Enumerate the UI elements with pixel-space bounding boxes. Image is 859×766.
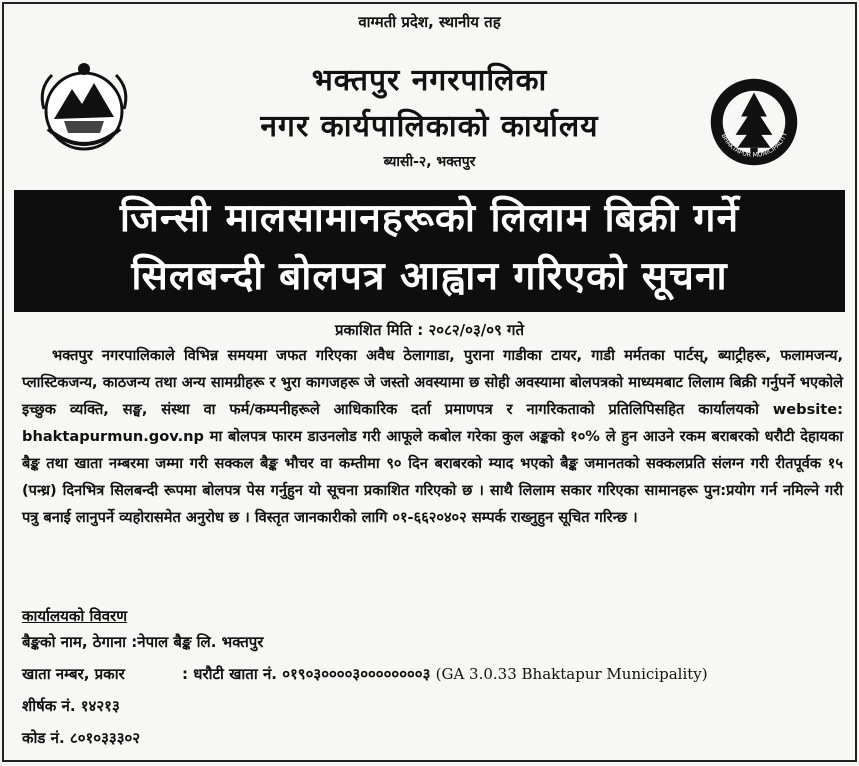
code-number: कोड नं. ८०१०३३३०२ bbox=[22, 729, 141, 747]
notice-body-text: भक्तपुर नगरपालिकाले विभिन्न समयमा जफत गरिएका अवैध ठेलागाडा, पुराना गाडीका टायर, गाडी मर्मतका पार्टस्, ब्याट्रीहरू, फलामजन्य, प्लास्टिकजन्य, काठजन्य तथा अन्य सामग्रीहरू र भुरा कागजहरू जे जस्तो अवस्यामा छ सोही अवस्यामा बोलपत्रको माध्यमबाट लिलाम बिक्री गर्नुपर्ने भएकोले इच्छुक व्यक्ति, सङ्घ, संस्था वा फर्म/कम्पनीहरूले आधिकारिक दर्ता प्रमाणपत्र र नागरिकताको प्रतिलिपिसहित कार्यालयको website: bhaktapurmun.gov.np मा बोलपत्र फारम डाउनलोड गरी आफूले कबोल गरेका कुल अङ्कको १०% ले हुन आउने रकम बराबरको धरौटी देहायका बैङ्क तथा खाता नम्बरमा जम्मा गरी सक्कल बैङ्क भौचर वा कम्तीमा ९० दिन बराबरको म्याद भएको बैङ्क जमानतको सक्कलप्रति संलग्न गरी रीतपूर्वक १५ (पन्ध्र) दिनभित्र सिलबन्दी रूपमा बोलपत्र पेस गर्नुहुन यो सूचना प्रकाशित गरिएको छ । साथै लिलाम सकार गरिएका सामानहरू पुन:प्रयोग गर्न नमिल्ने गरी पत्रु बनाई लानुपर्ने व्यहोरासमेत अनुरोध छ । विस्तृत जानकारीको लागि ०१-६६२०४०२ सम्पर्क राख्नुहुन सूचित गरिन्छ । bbox=[22, 347, 843, 526]
account-row bbox=[22, 664, 845, 684]
published-date: प्रकाशित मिति : २०८२/०३/०९ गते bbox=[334, 321, 525, 339]
notice-banner bbox=[14, 190, 845, 312]
office-details-title: कार्यालयको विवरण bbox=[22, 607, 128, 625]
bank-value: नेपाल बैङ्क लि. भक्तपुर bbox=[137, 633, 264, 651]
notice-header bbox=[4, 4, 855, 188]
notice-body bbox=[22, 342, 843, 531]
notice-page bbox=[2, 2, 857, 762]
municipality-logo-icon bbox=[708, 76, 800, 168]
bank-label: बैङ्कको नाम, ठेगाना : bbox=[22, 633, 138, 651]
office-title: नगर कार्यपालिकाको कार्यालय bbox=[260, 109, 599, 144]
banner-line-1: जिन्सी मालसामानहरूको लिलाम बिक्री गर्ने bbox=[119, 196, 740, 241]
province-label: वाग्मती प्रदेश, स्थानीय तह bbox=[358, 13, 501, 31]
logo-text: BHAKTAPUR MUNICIPALITY bbox=[719, 131, 790, 160]
heading-number: शीर्षक नं. १४२१३ bbox=[22, 697, 120, 715]
office-details-heading bbox=[22, 606, 843, 626]
banner-line-2: सिलबन्दी बोलपत्र आह्वान गरिएको सूचना bbox=[131, 254, 728, 299]
municipality-title: भक्तपुर नगरपालिका bbox=[311, 63, 548, 98]
bank-row bbox=[22, 632, 845, 652]
account-extra: (GA 3.0.33 Bhaktapur Municipality) bbox=[435, 665, 708, 683]
account-value: : धरौटी खाता नं. ०१९०३००००३००००००००३ bbox=[182, 665, 436, 683]
account-label: खाता नम्बर, प्रकार bbox=[22, 665, 125, 683]
office-address: ब्यासी-२, भक्तपुर bbox=[383, 154, 476, 170]
